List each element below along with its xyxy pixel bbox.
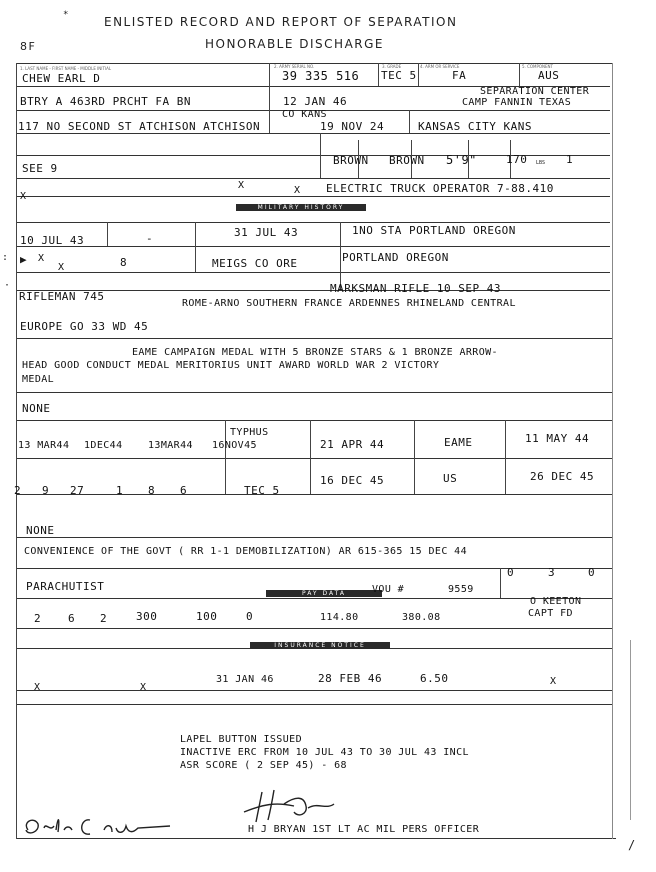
education-college: 0 xyxy=(588,566,596,579)
wounds: NONE xyxy=(22,402,51,415)
rule xyxy=(16,494,612,495)
rule xyxy=(16,420,612,421)
military-history-heading: MILITARY HISTORY xyxy=(236,204,366,211)
hair-color: BROWN xyxy=(389,154,425,167)
rule xyxy=(16,690,612,691)
field-caption: 2. ARMY SERIAL NO. xyxy=(274,64,315,69)
rule xyxy=(269,63,270,133)
destination-2: US xyxy=(443,472,458,485)
arrival-date-1: 11 MAY 44 xyxy=(525,432,590,445)
rule xyxy=(414,420,415,494)
other-immunization: TYPHUS xyxy=(230,427,269,438)
foreign-months: 8 xyxy=(148,484,156,497)
rule xyxy=(16,222,610,223)
decorations-line-1: EAME CAMPAIGN MEDAL WITH 5 BRONZE STARS & 1 BRONZE ARROW- xyxy=(132,347,498,358)
military-occupation: RIFLEMAN 745 xyxy=(19,290,105,303)
education-grammar: 0 xyxy=(507,566,515,579)
allotment-mark: X xyxy=(140,682,147,693)
remarks-line-3: ASR SCORE ( 2 SEP 45) - 68 xyxy=(180,760,347,771)
weight-unit: LBS xyxy=(536,160,546,166)
field-caption: 3. GRADE xyxy=(382,64,402,69)
race-mark: X xyxy=(20,191,27,202)
battles-line-2: EUROPE GO 33 WD 45 xyxy=(20,320,149,333)
disbursing-rank: CAPT FD xyxy=(528,608,573,619)
smallpox-date: 13 MAR44 xyxy=(18,440,70,451)
civilian-occupation: ELECTRIC TRUCK OPERATOR 7-88.410 xyxy=(326,182,554,195)
foreign-days: 6 xyxy=(180,484,188,497)
field-caption: 1. LAST NAME - FIRST NAME - MIDDLE INITIAL xyxy=(20,66,112,71)
total-amount: 380.08 xyxy=(402,612,441,623)
separation-place-2: CAMP FANNIN TEXAS xyxy=(462,97,572,108)
soldier-signature-graphic xyxy=(20,808,190,844)
birth-place: KANSAS CITY KANS xyxy=(418,120,532,133)
selective-service-mark: X xyxy=(38,253,45,264)
punch-mark: * xyxy=(63,10,69,20)
voucher-number: 9559 xyxy=(448,584,474,595)
grade: TEC 5 xyxy=(381,69,417,82)
selective-service-mark-2: X xyxy=(58,262,65,273)
weight: 170 xyxy=(506,153,528,166)
soldier-name: CHEW EARL D xyxy=(22,72,101,85)
rule xyxy=(505,420,506,494)
departure-date-1: 21 APR 44 xyxy=(320,438,385,451)
qualification: MARKSMAN RIFLE 10 SEP 43 xyxy=(330,282,501,295)
prior-service: NONE xyxy=(26,524,55,537)
separation-place-1: SEPARATION CENTER xyxy=(480,86,590,97)
eye-color: BROWN xyxy=(333,154,369,167)
next-premium-due: 28 FEB 46 xyxy=(318,672,383,685)
remarks-line-1: LAPEL BUTTON ISSUED xyxy=(180,734,302,745)
officer-signature xyxy=(234,782,354,830)
rule xyxy=(225,420,226,494)
arrow-marker: ▶ xyxy=(20,253,27,266)
rule xyxy=(16,628,612,629)
rule xyxy=(378,63,379,86)
local-board-number: 8 xyxy=(120,256,128,269)
soldier-deposits: 0 xyxy=(246,610,254,623)
continue-mark: X xyxy=(550,676,557,687)
rule xyxy=(195,222,196,272)
remarks-line-2: INACTIVE ERC FROM 10 JUL 43 TO 30 JUL 43 INCL xyxy=(180,747,469,758)
frame xyxy=(16,63,17,839)
rule xyxy=(16,290,610,291)
rule xyxy=(418,63,419,86)
form-title: ENLISTED RECORD AND REPORT OF SEPARATION xyxy=(104,15,458,29)
dependents: 1 xyxy=(566,153,574,166)
employment-address: SEE 9 xyxy=(22,162,58,175)
disbursing-officer: O KEETON xyxy=(530,596,582,607)
decorations-line-3: MEDAL xyxy=(22,374,55,385)
pay-data-heading: PAY DATA xyxy=(266,590,382,597)
rule xyxy=(500,568,501,598)
arrival-date-2: 26 DEC 45 xyxy=(530,470,595,483)
scan-mark: : xyxy=(2,252,9,263)
form-subtitle: HONORABLE DISCHARGE xyxy=(205,37,384,51)
rule xyxy=(16,133,610,134)
mustering-out-total: 300 xyxy=(136,610,158,623)
other-immunization-date: 16NOV45 xyxy=(212,440,257,451)
rule xyxy=(16,598,612,599)
separation-date: 12 JAN 46 xyxy=(283,95,348,108)
officer-name: H J BRYAN 1ST LT AC MIL PERS OFFICER xyxy=(248,824,480,835)
induction-date: 10 JUL 43 xyxy=(20,234,85,247)
rule xyxy=(16,537,612,538)
reason-and-authority: CONVENIENCE OF THE GOVT ( RR 1-1 DEMOBILIZATION) AR 615-365 15 DEC 44 xyxy=(24,546,468,557)
scan-mark: / xyxy=(628,838,636,852)
insurance-notice-heading: INSURANCE NOTICE xyxy=(250,642,390,649)
this-payment: 100 xyxy=(196,610,218,623)
battles-line-1: ROME-ARNO SOUTHERN FRANCE ARDENNES RHINELAND CENTRAL xyxy=(182,298,516,309)
rule xyxy=(310,420,311,494)
rule xyxy=(16,178,610,179)
rule xyxy=(16,704,612,705)
mailing-address: 117 NO SECOND ST ATCHISON ATCHISON xyxy=(18,120,261,133)
allotment-discontinued: 31 JAN 46 xyxy=(216,674,274,685)
travel-pay: 114.80 xyxy=(320,612,359,623)
active-service-date: 31 JUL 43 xyxy=(234,226,299,239)
citizen-mark: X xyxy=(294,185,301,196)
foreign-years: 1 xyxy=(116,484,124,497)
decorations-line-2: HEAD GOOD CONDUCT MEDAL MERITORIUS UNIT AWARD WORLD WAR 2 VICTORY xyxy=(22,360,440,371)
officer-signature-graphic xyxy=(234,782,354,826)
typhoid-date: 1DEC44 xyxy=(84,440,123,451)
rule xyxy=(16,338,612,339)
frame xyxy=(612,63,613,839)
longevity-years: 2 xyxy=(34,612,42,625)
education-high-school: 3 xyxy=(548,566,556,579)
field-caption: 4. ARM OR SERVICE xyxy=(420,64,460,69)
birth-date: 19 NOV 24 xyxy=(320,120,385,133)
rule xyxy=(16,458,612,459)
highest-grade: TEC 5 xyxy=(244,484,280,497)
continental-months: 9 xyxy=(42,484,50,497)
nsli-mark: X xyxy=(34,682,41,693)
scan-edge xyxy=(630,640,631,820)
rule xyxy=(16,392,612,393)
rule xyxy=(16,246,610,247)
destination-1: EAME xyxy=(444,436,473,449)
scan-mark: · xyxy=(4,280,11,291)
premium-amount: 6.50 xyxy=(420,672,449,685)
arm-or-service: FA xyxy=(452,69,467,82)
corner-mark: 8F xyxy=(20,40,37,53)
departure-date-2: 16 DEC 45 xyxy=(320,474,385,487)
height: 5'9" xyxy=(446,153,477,167)
mailing-county-state: CO KANS xyxy=(282,109,327,120)
enlistment-date: - xyxy=(146,232,154,245)
voucher-label: VOU # xyxy=(372,584,405,595)
continental-days: 27 xyxy=(70,484,85,497)
rule xyxy=(320,133,321,178)
home-address-at-entry: PORTLAND OREGON xyxy=(342,251,449,264)
continental-years: 2 xyxy=(14,484,22,497)
local-board-county: MEIGS CO ORE xyxy=(212,257,298,270)
rule xyxy=(16,568,612,569)
marital-mark: X xyxy=(238,180,245,191)
service-schools: PARACHUTIST xyxy=(26,580,105,593)
soldier-signature xyxy=(20,808,190,848)
rule xyxy=(519,63,520,86)
rule xyxy=(340,222,341,290)
rule xyxy=(107,222,108,246)
component: AUS xyxy=(538,69,560,82)
longevity-months: 6 xyxy=(68,612,76,625)
rule xyxy=(16,196,610,197)
organization: BTRY A 463RD PRCHT FA BN xyxy=(20,95,191,108)
longevity-days: 2 xyxy=(100,612,108,625)
tetanus-date: 13MAR44 xyxy=(148,440,193,451)
rule xyxy=(409,110,410,133)
field-caption: 5. COMPONENT xyxy=(522,64,553,69)
rule xyxy=(16,272,610,273)
serial-number: 39 335 516 xyxy=(282,69,360,83)
entry-place: 1NO STA PORTLAND OREGON xyxy=(352,224,516,237)
